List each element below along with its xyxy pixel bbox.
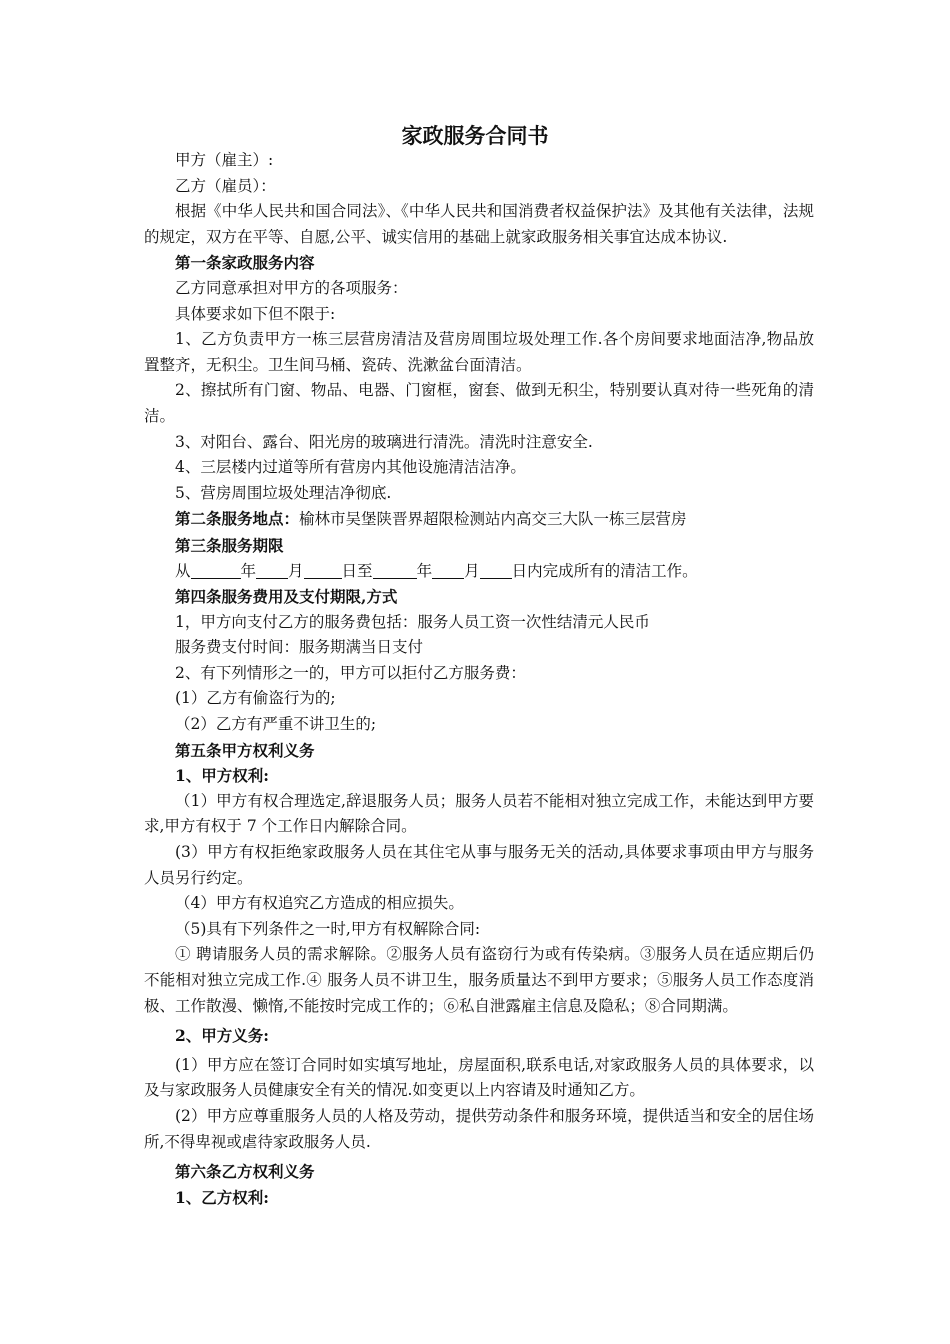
article-2 [144,506,814,533]
article-1-requirements: 具体要求如下但不限于: [175,304,336,323]
party-a-right: (3）甲方有权拒绝家政服务人员在其住宅从事与服务无关的活动,具体要求事项由甲方与服务人员另行约定。 [144,843,814,887]
article-4-line: （2）乙方有严重不讲卫生的; [175,715,377,734]
article-4-line: 1，甲方向支付乙方的服务费包括：服务人员工资一次性结清元人民币 [175,612,650,631]
party-a-duties-heading: 2、甲方义务: [175,1026,270,1046]
article-1-item: 3、对阳台、露台、阳光房的玻璃进行清洗。清洗时注意安全. [175,432,593,451]
article-4-heading: 第四条服务费用及支付期限,方式 [175,587,398,607]
end-day-blank[interactable] [480,561,512,579]
article-3-heading: 第三条服务期限 [175,535,284,555]
start-year-blank[interactable] [191,561,241,579]
party-a-right: （5)具有下列条件之一时,甲方有权解除合同: [175,919,481,938]
article-1-item: 4、三层楼内过道等所有营房内其他设施清洁洁净。 [175,458,526,477]
party-a-rights-heading: 1、甲方权利: [175,766,270,786]
year-label: 年 [416,561,433,580]
termination-conditions: ① 聘请服务人员的需求解除。②服务人员有盗窃行为或有传染病。③服务人员在适应期后仍不能相对独立完成工作.④ 服务人员不讲卫生，服务质量达不到甲方要求；⑤服务人员工作态度消极、工作散漫、懒惰,不能按时完成工作的；⑥私自泄露雇主信息及隐私；⑧合同期满。 [144,945,814,1015]
article-4-line: (1）乙方有偷盗行为的; [175,689,336,708]
article-1-intro: 乙方同意承担对甲方的各项服务： [175,278,408,297]
party-a-duty: (2）甲方应尊重服务人员的人格及劳动，提供劳动条件和服务环境，提供适当和安全的居住场所,不得卑视或虐待家政服务人员. [144,1106,814,1151]
service-location: 榆林市吴堡陕晋界超限检测站内高交三大队一栋三层营房 [299,510,687,529]
service-period-line [144,559,814,585]
article-1-item: 5、营房周围垃圾处理洁净彻底. [175,483,392,502]
party-a-right: （4）甲方有权追究乙方造成的相应损失。 [175,894,464,913]
article-1-heading: 第一条家政服务内容 [175,253,315,273]
party-a-right: （1）甲方有权合理选定,辞退服务人员；服务人员若不能相对独立完成工作，未能达到甲方要求,甲方有权于 7 个工作日内解除合同。 [144,791,814,836]
from-label: 从 [175,561,191,580]
party-a-duty: (1）甲方应在签订合同时如实填写地址，房屋面积,联系电话,对家政服务人员的具体要求，以及与家政服务人员健康安全有关的情况.如变更以上内容请及时通知乙方。 [144,1055,815,1100]
year-label: 年 [240,561,257,580]
article-4-line: 2、有下列情形之一的，甲方可以拒付乙方服务费： [175,663,526,682]
article-6-heading: 第六条乙方权利义务 [175,1162,315,1182]
period-tail: 日内完成所有的清洁工作。 [511,561,698,580]
article-4-line: 服务费支付时间：服务期满当日支付 [175,638,424,657]
party-a-line: 甲方（雇主）: [175,151,274,169]
day-to-label: 日至 [341,561,373,580]
month-label: 月 [288,561,304,580]
party-b-rights-heading: 1、乙方权利: [175,1187,270,1207]
month-label: 月 [464,561,480,580]
preamble: 根据《中华人民共和国合同法》、《中华人民共和国消费者权益保护法》及其他有关法律，法规的规定，双方在平等、自愿,公平、诚实信用的基础上就家政服务相关事宜达成本协议. [144,202,814,246]
article-5-heading: 第五条甲方权利义务 [175,740,315,760]
article-1-item: 1、乙方负责甲方一栋三层营房清洁及营房周围垃圾处理工作.各个房间要求地面洁净,物品放置整齐，无积尘。卫生间马桶、瓷砖、洗漱盆台面清洁。 [144,330,814,374]
end-month-blank[interactable] [432,561,464,579]
page-title: 家政服务合同书 [401,123,549,148]
end-year-blank[interactable] [373,561,417,579]
contract-body [144,148,814,1210]
start-month-blank[interactable] [256,561,288,579]
start-day-blank[interactable] [304,561,342,579]
party-b-line: 乙方（雇员）： [175,176,276,195]
article-1-item: 2、擦拭所有门窗、物品、电器、门窗框，窗套、做到无积尘，特别要认真对待一些死角的清洁。 [144,381,814,425]
article-2-heading: 第二条服务地点： [175,509,300,529]
